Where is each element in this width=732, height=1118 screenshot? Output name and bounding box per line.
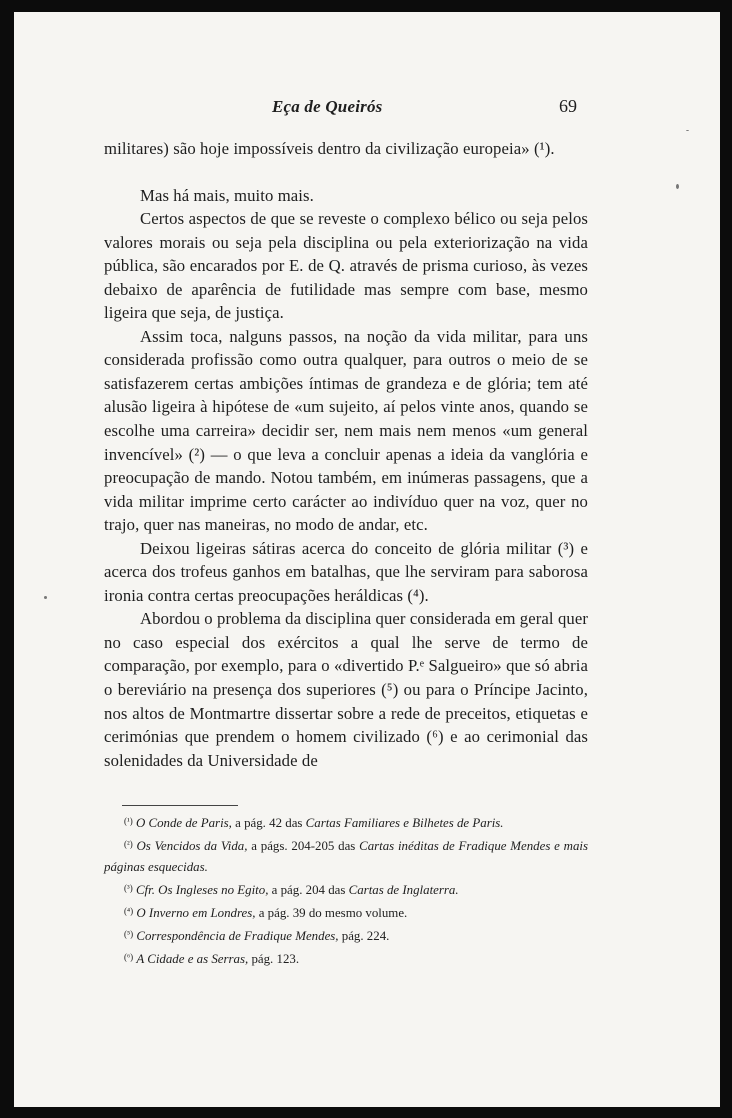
paragraph: Abordou o problema da disciplina quer considerada em geral quer no caso especial dos exércitos a qual lhe serve de termo de comparação, por exemplo, para o «divertido P.ᵉ Salgueiro» que só abria o bereviário na presença dos superiores (⁵) ou para o Príncipe Jacinto, nos altos de Montmartre dissertar sobre a rede de preceitos, etiquetas e cerimónias que prendem o homem civilizado (⁶) e ao cerimonial das solenidades da Universidade de xyxy=(104,609,588,770)
footnote: $^{(^2)}$ Os Vencidos da Vida, a págs. 204-205 das Cartas inéditas de Fradique Mendes e mais páginas esquecidas. xyxy=(104,839,588,874)
body-text xyxy=(104,137,588,772)
footnote: $^{(^5)}$ Correspondência de Fradique Mendes, pág. 224. xyxy=(124,929,390,943)
paragraph-continuation: militares) são hoje impossíveis dentro da civilização europeia» (¹). xyxy=(104,139,555,158)
scan-speck xyxy=(676,184,679,189)
book-page xyxy=(14,12,720,1107)
scan-speck xyxy=(44,596,47,599)
running-title: Eça de Queirós xyxy=(272,97,383,116)
page-header xyxy=(14,92,720,118)
page-number: 69 xyxy=(559,96,577,116)
paragraph: Assim toca, nalguns passos, na noção da vida militar, para uns considerada profissão como outra qualquer, para outros o meio de se satisfazerem certas ambições íntimas de grandeza e de glória; tem até alusão ligeira à hipótese de «um sujeito, aí pelos vinte anos, quando se escolhe uma carreira» decidir ser, nem mais nem menos «um general invencível» (²) — o que leva a concluir apenas a ideia da vanglória e preocupação de mando. Notou também, em inúmeras passagens, que a vida militar imprime certo carácter ao indivíduo quer na voz, quer no trajo, quer nas maneiras, no modo de andar, etc. xyxy=(104,326,588,535)
footnotes xyxy=(104,811,588,970)
footnote: $^{(^1)}$ O Conde de Paris, a pág. 42 das Cartas Familiares e Bilhetes de Paris. xyxy=(124,816,504,830)
paragraph: Certos aspectos de que se reveste o complexo bélico ou seja pelos valores morais ou seja pela disciplina ou pela exteriorização na vida pública, são encarados por E. de Q. através de prisma curioso, às vezes debaixo de aparência de futilidade mas sempre com base, mesmo ligeira que seja, de justiça. xyxy=(104,209,588,323)
paragraph: Deixou ligeiras sátiras acerca do conceito de glória militar (³) e acerca dos trofeus ganhos em batalhas, que lhe serviram para saborosa ironia contra certas preocupações heráldicas (⁴). xyxy=(104,538,588,605)
scan-speck xyxy=(686,130,689,131)
footnote: $^{(^3)}$ Cfr. Os Ingleses no Egito, a pág. 204 das Cartas de Inglaterra. xyxy=(124,883,459,897)
footnote: $^{(^6)}$ A Cidade e as Serras, pág. 123. xyxy=(124,952,300,966)
paragraph: Mas há mais, muito mais. xyxy=(140,185,314,205)
footnote-divider xyxy=(122,805,238,806)
footnote: $^{(^4)}$ O Inverno em Londres, a pág. 39 do mesmo volume. xyxy=(124,906,408,920)
